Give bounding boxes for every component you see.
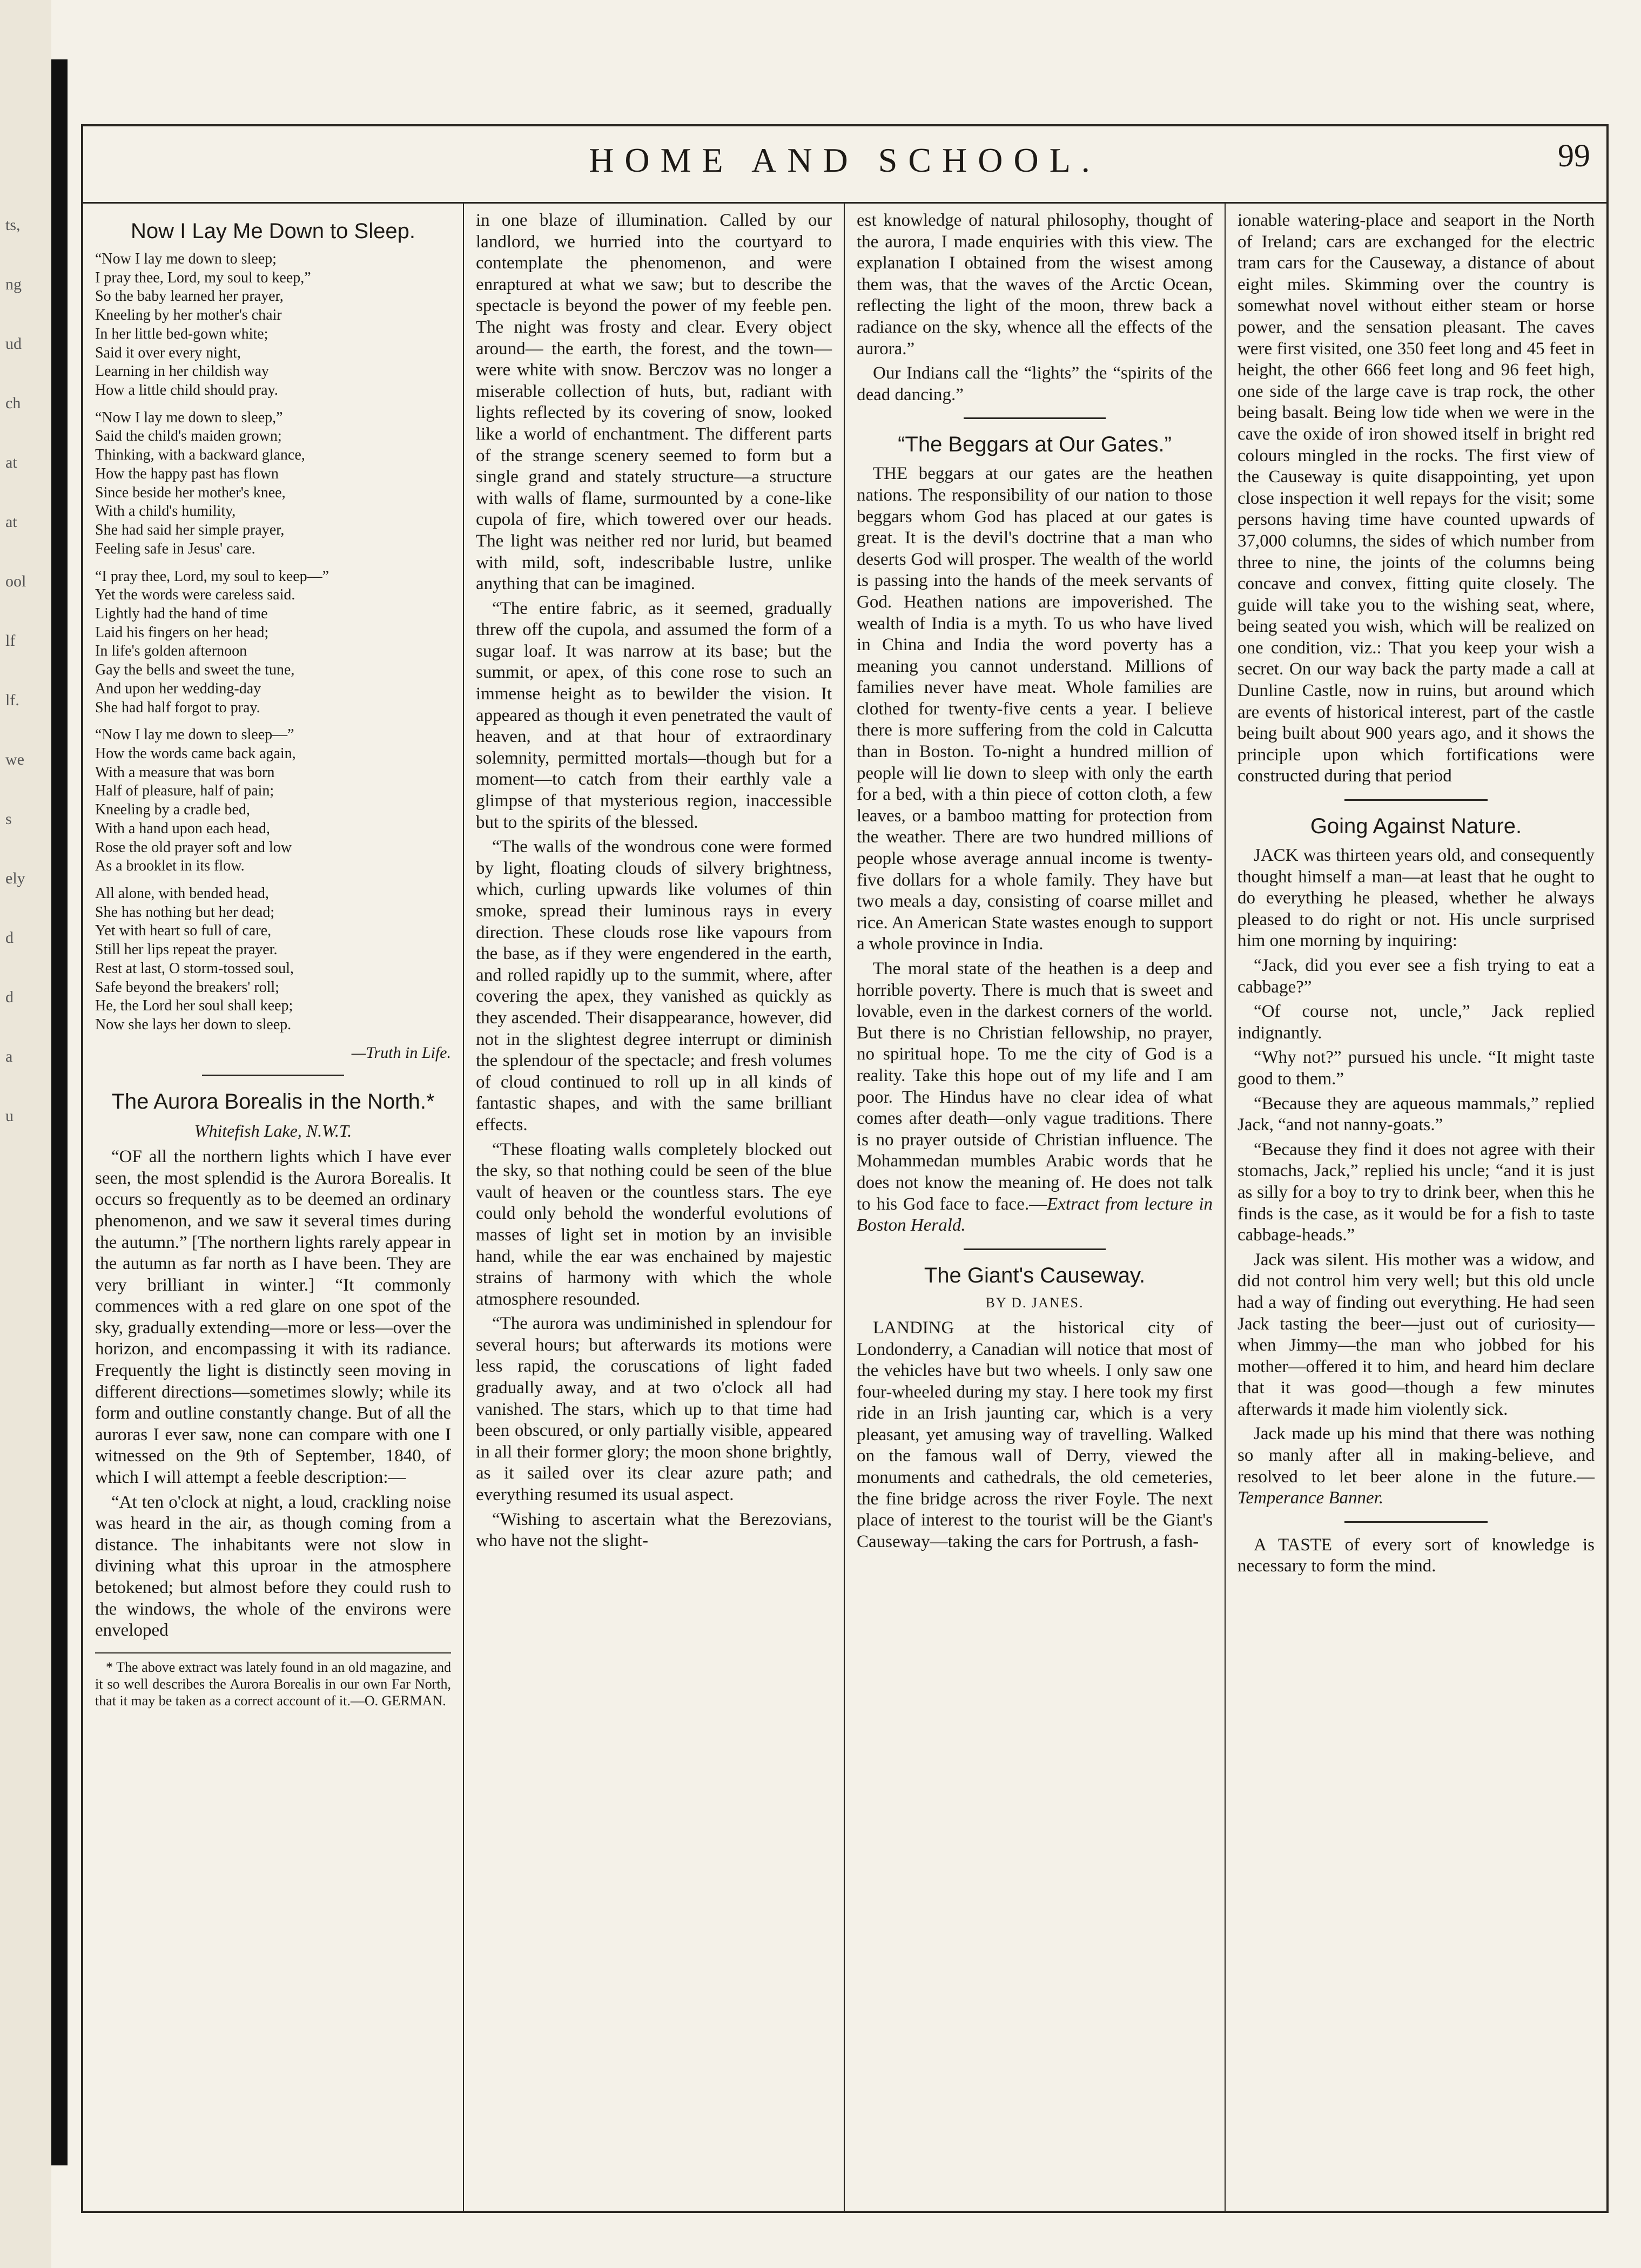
column-1 — [83, 204, 464, 2211]
poem-line: How a little child should pray. — [95, 382, 278, 399]
poem-line: With a child's humility, — [95, 503, 236, 520]
poem-line: So the baby learned her prayer, — [95, 288, 284, 305]
poem-line: With a hand upon each head, — [95, 820, 270, 837]
aurora-cont-paragraph-2: “The entire fabric, as it seemed, gradually threw off the cupola, and assumed the form of a sugar loaf. It was narrow at its base; but the summit, or apex, of this cone rose to such an immense height as to bewilder the vision. It appeared as though it even penetrated the vault of heaven, and at that hour of extraordinary solemnity, permitted mortals—though but for a moment—to catch from their earthly vale a glimpse of that mysterious region, inaccessible but to the spirits of the blessed. — [476, 598, 832, 832]
adjacent-page-strip — [0, 0, 51, 2268]
poem-line: All alone, with bended head, — [95, 885, 269, 902]
poem-line: Said the child's maiden grown; — [95, 428, 282, 445]
beggars-paragraph-2 — [857, 959, 1213, 1237]
poem-line: “Now I lay me down to sleep; — [95, 251, 277, 267]
aurora-place: Whitefish Lake, N.W.T. — [194, 1120, 352, 1140]
poem-line: How the words came back again, — [95, 745, 296, 762]
page-header — [83, 126, 1606, 204]
poem — [95, 250, 451, 1035]
poem-line — [95, 876, 451, 885]
adjacent-page-fragment: u — [5, 1107, 14, 1125]
beggars-source: Extract from lecture in Boston Herald. — [857, 1194, 1213, 1236]
nature-paragraph-3: “Of course not, uncle,” Jack replied indignantly. — [1238, 1002, 1595, 1043]
giants-byline: BY D. JANES. — [985, 1294, 1084, 1311]
adjacent-page-fragment: at — [5, 454, 17, 471]
poem-line: Yet the words were careless said. — [95, 586, 295, 604]
poem-line: Kneeling by a cradle bed, — [95, 801, 250, 819]
poem-line: Said it over every night, — [95, 344, 241, 361]
aurora-cont-paragraph-5: “The aurora was undiminished in splendour for several hours; but afterwards its motions were less rapid, the coruscations of light faded gradually away, and at two o'clock all had vanished. The stars, which up to that time had been obscured, or only partially visible, appeared in all their former glory; the moon shone brightly, as it sailed over its clear azure path; and everything resumed its usual aspect. — [476, 1314, 832, 1505]
poem-line — [95, 559, 451, 568]
column-4 — [1226, 204, 1606, 2211]
adjacent-page-fragment: ool — [5, 572, 26, 590]
poem-line: She had said her simple prayer, — [95, 522, 285, 539]
poem-line: Still her lips repeat the prayer. — [95, 941, 278, 959]
poem-line: “Now I lay me down to sleep—” — [95, 726, 294, 744]
poem-line: Since beside her mother's knee, — [95, 484, 286, 501]
poem-line: With a measure that was born — [95, 764, 275, 781]
columns — [83, 204, 1606, 2211]
poem-line: Gay the bells and sweet the tune, — [95, 662, 295, 679]
aurora-paragraph-1: “OF all the northern lights which I have ever seen, the most splendid is the Aurora Borealis. It occurs so frequently as to be deemed an ordinary phenomenon, and we saw it several times during the autumn.” [The northern lights rarely appear in the autumn as far north as I have been. They are very brilliant in winter.] “It commonly commences with a red glare on one spot of the sky, gradually extending—more or less—over the horizon, and encompassing it with its radiance. Frequently the light is distinctly seen moving in different directions—sometimes slowly; while its form and outline constantly change. But of all the auroras I ever saw, none can compare with one I witnessed on the 9th of September, 1840, of which I will attempt a feeble description:— — [95, 1147, 451, 1488]
aurora-end-paragraph-2: Our Indians call the “lights” the “spirits of the dead dancing.” — [857, 363, 1213, 404]
nature-paragraph-2: “Jack, did you ever see a fish trying to eat a cabbage?” — [1238, 956, 1595, 997]
adjacent-page-fragment: lf. — [5, 691, 19, 709]
poem-line: As a brooklet in its flow. — [95, 858, 245, 875]
beggars-paragraph-1: THE beggars at our gates are the heathen nations. The responsibility of our nation to those beggars whom God has placed at our gates is great. It is the devil's doctrine that a man who deserts God will prosper. The wealth of the world is passing into the hands of the meek servants of God. Heathen nations are impoverished. The wealth of India is a myth. To us who have lived in China and India the word poverty has a meaning you cannot understand. Millions of families never have meat. Whole families are clothed for twenty-five cents a year. I believe there is more suffering from the cold in Calcutta than in Boston. To-night a hundred million of people will lie down to sleep with only the earth for a bed, with a thin piece of cotton cloth, a few leaves, or a bamboo matting for protection from the weather. There are two hundred millions of people whose average annual income is twenty-five dollars for a whole family. They have but two meals a day, consisting of coarse millet and rice. An American State wastes enough to support a whole province in India. — [857, 464, 1213, 954]
poem-line: Lightly had the hand of time — [95, 605, 268, 622]
adjacent-page-fragment: d — [5, 988, 14, 1006]
nature-source: Temperance Banner. — [1238, 1488, 1384, 1508]
poem-line: Safe beyond the breakers' roll; — [95, 978, 279, 996]
nature-paragraph-1: JACK was thirteen years old, and consequently thought himself a man—at least that he ought to do everything he pleased, whether he always pleased to do right or not. His uncle surprised him one morning by inquiring: — [1238, 846, 1595, 951]
binding-edge — [51, 59, 68, 2165]
poem-line: Learning in her childish way — [95, 363, 269, 380]
divider — [964, 1248, 1106, 1250]
poem-line: Thinking, with a backward glance, — [95, 447, 305, 464]
column-3 — [845, 204, 1226, 2211]
aurora-cont-paragraph-6: “Wishing to ascertain what the Berezovians, who have not the slight- — [476, 1509, 832, 1551]
nature-paragraph-6: “Because they find it does not agree with their stomachs, Jack,” replied his uncle; “and it is just as silly for a boy to try to drink beer, when this he finds is the case, as it would be for a fish to taste cabbage-heads.” — [1238, 1139, 1595, 1245]
poem-line: In life's golden afternoon — [95, 643, 247, 660]
aurora-end-paragraph-1: est knowledge of natural philosophy, thought of the aurora, I made enquiries with this view. The explanation I obtained from the wisest among them was, that the waves of the Arctic Ocean, reflecting the light of the moon, threw back a radiance on the sky, whence all the effects of the aurora.” — [857, 211, 1213, 359]
beggars-paragraph-2-text: The moral state of the heathen is a deep and horrible poverty. There is much that is sweet and lovable, even in the darkest corners of the world. But there is no Christian fellowship, no prayer, no spiritual hope. To me the city of God is a reality. Take this hope out of my life and I am poor. The Hindus have no clear idea of what comes after death—only vague traditions. There is no prayer outside of Christian influence. The Mohammedan mumbles Arabic words that he does not know the meaning of. He does not talk to his God face to face.— — [857, 959, 1213, 1214]
poem-line: He, the Lord her soul shall keep; — [95, 997, 293, 1015]
poem-line: Rest at last, O storm-tossed soul, — [95, 960, 294, 977]
nature-paragraph-7: Jack was silent. His mother was a widow, and did not control him very well; but this old uncle had a way of finding out everything. He had seen Jack tasting the beer—just out of curiosity—when Jimmy—the man who jobbed for his mother—offered it to him, and heard him declare that it was good—though a few minutes afterwards it made him violently sick. — [1238, 1250, 1595, 1419]
footnote — [95, 1652, 451, 1710]
adjacent-page-fragment: ng — [5, 275, 22, 293]
poem-line: Kneeling by her mother's chair — [95, 307, 282, 324]
nature-paragraph-4: “Why not?” pursued his uncle. “It might taste good to them.” — [1238, 1048, 1595, 1089]
adjacent-page-fragment: lf — [5, 632, 16, 650]
poem-line — [95, 400, 451, 409]
poem-line: “I pray thee, Lord, my soul to keep—” — [95, 568, 329, 585]
divider — [1344, 1521, 1487, 1523]
poem-line: Yet with heart so full of care, — [95, 922, 272, 940]
adjacent-page-fragment: ts, — [5, 216, 21, 234]
aurora-cont-paragraph-3: “The walls of the wondrous cone were formed by light, floating clouds of silvery brightness, which, curling upwards like volumes of thin smoke, spread their luminous rays in every direction. These clouds rose like vapours from the base, as if they were engendered in the earth, and rolled rapidly up to the summit, where, after covering the apex, they vanished as quickly as they ascended. Their disappearance, however, did not in the slightest degree interrupt or diminish the splendour of the spectacle; and fresh volumes of cloud continued to roll up in all kinds of fantastic shapes, and with the same brilliant effects. — [476, 837, 832, 1135]
adjacent-page-fragment: at — [5, 513, 17, 531]
giants-title: The Giant's Causeway. — [924, 1263, 1146, 1287]
poem-line: And upon her wedding-day — [95, 680, 261, 697]
poem-line: Feeling safe in Jesus' care. — [95, 540, 255, 557]
adjacent-page-fragment: ch — [5, 394, 21, 412]
causeway-cont-paragraph: ionable watering-place and seaport in the North of Ireland; cars are exchanged for the electric tram cars for the Causeway, a distance of about eight miles. Skimming over the country is somewhat novel without either steam or horse power, and the sensation pleasant. The caves were first visited, one 350 feet long and 45 feet in height, the other 666 feet long and 96 feet high, one side of the large cave is trap rock, the other being basalt. Being low tide when we were in the cave the oxide of iron showed itself in bright red colours mingled in the rocks. The first view of the Causeway is quite disappointing, yet upon close inspection it well repays for the visit; some persons having time have counted upwards of 37,000 columns, the sides of which number from three to nine, the joints of the columns being concave and convex, fitting quite closely. The guide will take you to the wishing seat, where, being seated you wish, which will be realized on one condition, viz.: That you keep your wish a secret. On our way back the party made a call at Dunline Castle, now in ruins, but around which are events of historical interest, part of the castle being built about 900 years ago, and it shows the principle upon which fortifications were constructed during that period — [1238, 211, 1595, 786]
adjacent-page-fragment: we — [5, 751, 24, 768]
poem-line: She had half forgot to pray. — [95, 699, 260, 716]
adjacent-page-fragment: d — [5, 929, 14, 947]
poem-line: Rose the old prayer soft and low — [95, 839, 292, 856]
adjacent-page-fragment: s — [5, 810, 12, 828]
poem-line — [95, 717, 451, 726]
poem-line: How the happy past has flown — [95, 465, 279, 482]
aurora-cont-paragraph-1: in one blaze of illumination. Called by our landlord, we hurried into the courtyard to contemplate the phenomenon, and were enraptured at what we saw; but to describe the spectacle is beyond the power of my feeble pen. The night was frosty and clear. Every object around— the earth, the forest, and the town—were white with snow. Berczov was no longer a miserable collection of huts, but, radiant with lights reflected by its covering of snow, looked like a world of enchantment. The different parts of the strange scenery seemed to form but a single grand and stately structure—a structure with walls of flame, surmounted by a cone-like cupola of fire, which towered over our heads. The light was neither red nor lurid, but beamed with mild, soft, indescribable lustre, unlike anything that can be imagined. — [476, 211, 832, 594]
poem-line: Laid his fingers on her head; — [95, 624, 269, 641]
nature-title: Going Against Nature. — [1310, 814, 1522, 839]
closing-note: A TASTE of every sort of knowledge is necessary to form the mind. — [1238, 1535, 1595, 1576]
page-number: 99 — [1558, 138, 1590, 173]
nature-paragraph-5: “Because they are aqueous mammals,” replied Jack, “and not nanny-goats.” — [1238, 1094, 1595, 1135]
giants-paragraph: LANDING at the historical city of Londonderry, a Canadian will notice that most of the vehicles have but two wheels. I only saw one four-wheeled during my stay. I here took my first ride in an Irish jaunting car, which is a very pleasant, yet amusing way of travelling. Walked on the famous wall of Derry, viewed the monuments and cathedrals, the old cemeteries, the fine bridge across the river Foyle. The next place of interest to the tourist will be the Giant's Causeway—taking the cars for Portrush, a fash- — [857, 1318, 1213, 1551]
poem-line: “Now I lay me down to sleep,” — [95, 409, 283, 426]
nature-paragraph-8-text: Jack made up his mind that there was nothing so manly after all in making-believe, and resolved to let beer alone in the future.— — [1238, 1424, 1595, 1487]
poem-line: She has nothing but her dead; — [95, 903, 275, 921]
poem-line: I pray thee, Lord, my soul to keep,” — [95, 269, 311, 286]
adjacent-page-fragment: a — [5, 1048, 13, 1065]
divider — [1344, 799, 1487, 801]
aurora-cont-paragraph-4: “These floating walls completely blocked out the sky, so that nothing could be seen of the blue vault of heaven or the countless stars. The eye could only behold the wonderful evolutions of masses of light set in motion by an invisible hand, while the ear was enchained by majestic strains of harmony with which the whole atmosphere resounded. — [476, 1139, 832, 1309]
nature-paragraph-8 — [1238, 1423, 1595, 1509]
divider — [964, 417, 1106, 419]
poem-title: Now I Lay Me Down to Sleep. — [131, 219, 415, 243]
beggars-title: “The Beggars at Our Gates.” — [898, 433, 1172, 457]
adjacent-page-fragment: ud — [5, 335, 22, 353]
poem-attribution: —Truth in Life. — [351, 1043, 451, 1062]
aurora-title: The Aurora Borealis in the North.* — [111, 1089, 435, 1113]
poem-line: Half of pleasure, half of pain; — [95, 782, 274, 800]
footnote-text: * The above extract was lately found in an old magazine, and it so well describes the Aurora Borealis in our own Far North, that it may be taken as a correct account of it.—O. GERMAN. — [95, 1659, 451, 1709]
poem-line: Now she lays her down to sleep. — [95, 1016, 292, 1034]
poem-line: In her little bed-gown white; — [95, 325, 268, 342]
aurora-paragraph-2: “At ten o'clock at night, a loud, crackling noise was heard in the air, as though coming from a distance. The inhabitants were not slow in divining what this uproar in the atmosphere betokened; but almost before they could rush to the windows, the whole of the environs were enveloped — [95, 1492, 451, 1641]
divider — [202, 1075, 345, 1076]
newspaper-page — [81, 124, 1609, 2213]
adjacent-page-fragment: ely — [5, 869, 25, 887]
column-2 — [464, 204, 845, 2211]
masthead: HOME AND SCHOOL. — [589, 141, 1101, 179]
